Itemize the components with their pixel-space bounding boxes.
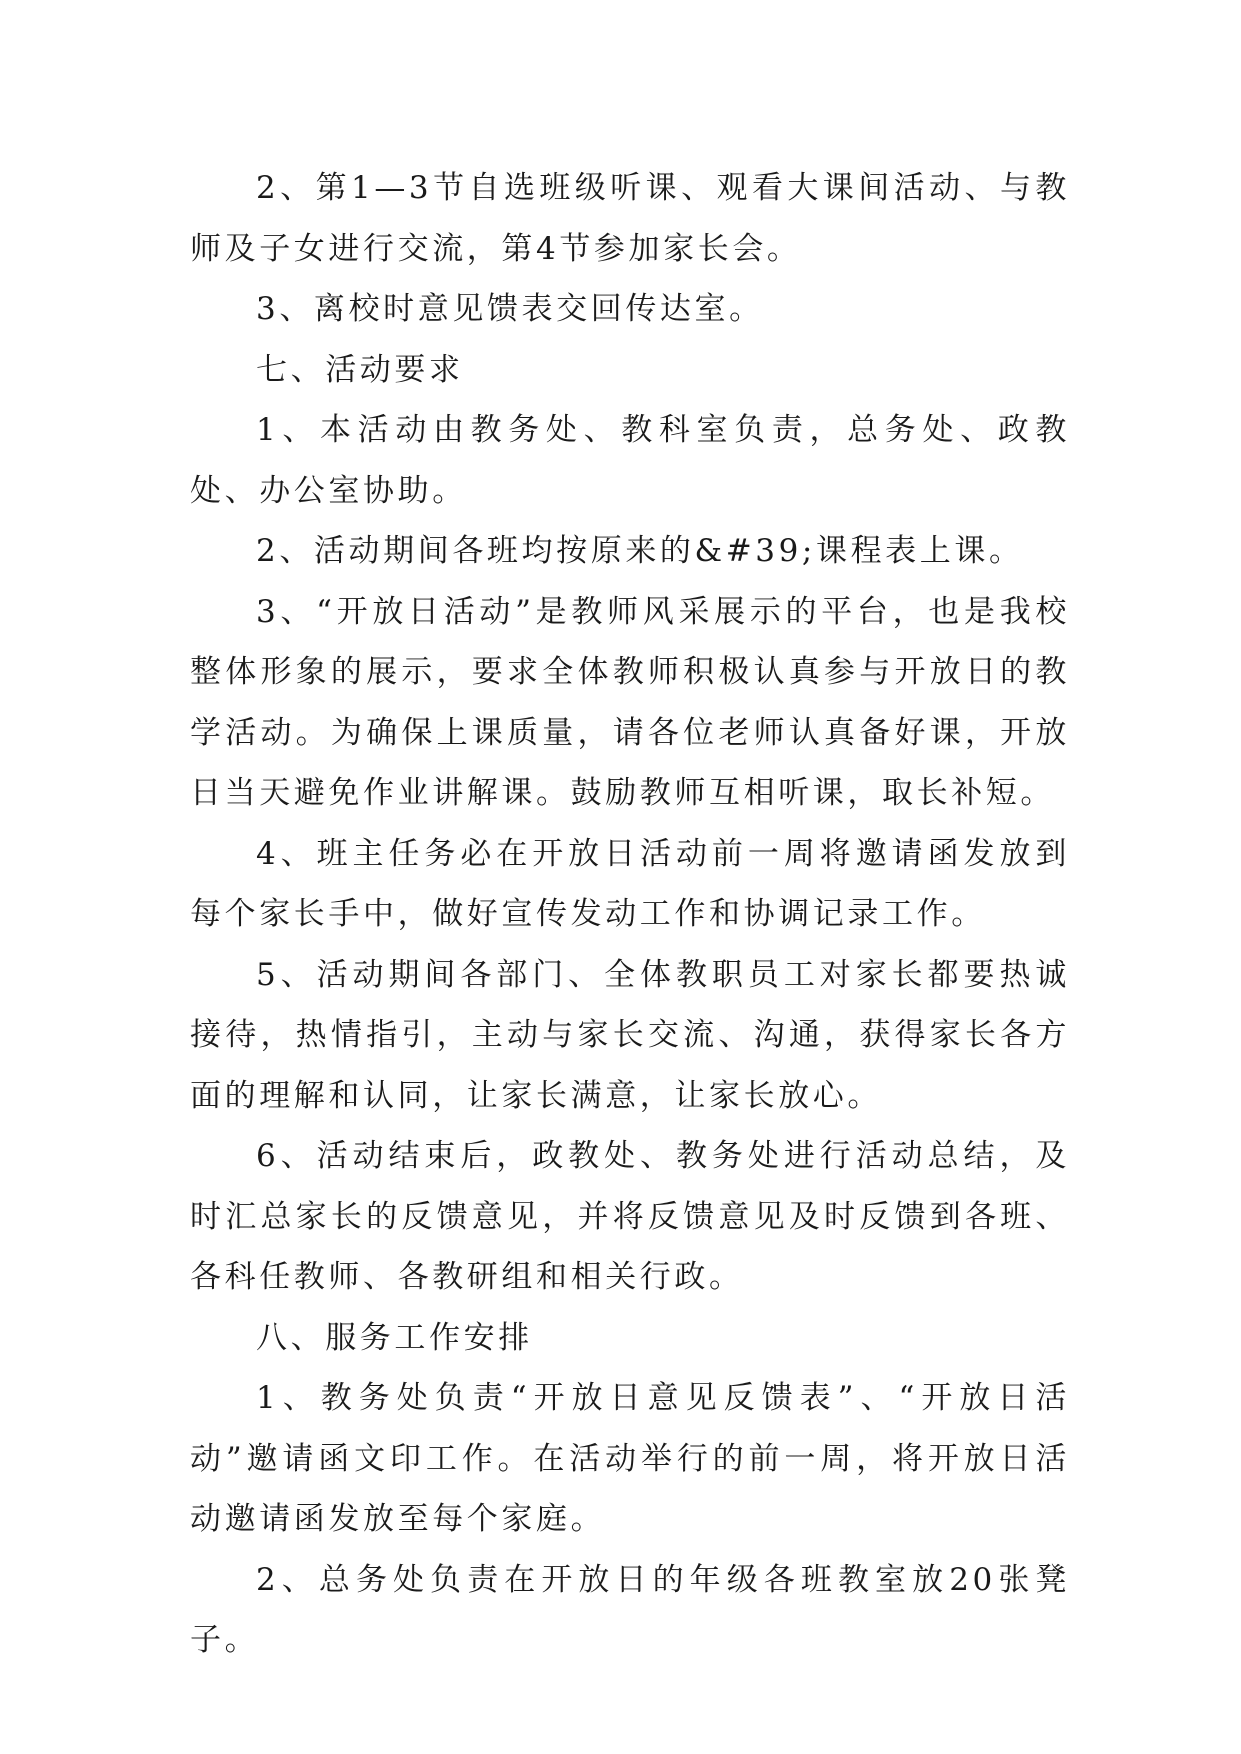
paragraph-schedule-item-2: 2、第1—3节自选班级听课、观看大课间活动、与教师及子女进行交流，第4节参加家长会。 xyxy=(190,170,1070,267)
paragraph-requirement-5: 5、活动期间各部门、全体教职员工对家长都要热诚接待，热情指引，主动与家长交流、沟通，获得家长各方面的理解和认同，让家长满意，让家长放心。 xyxy=(190,956,1070,1114)
paragraph-requirement-4: 4、班主任务必在开放日活动前一周将邀请函发放到每个家长手中，做好宣传发动工作和协调记录工作。 xyxy=(190,835,1070,932)
paragraph-service-2: 2、总务处负责在开放日的年级各班教室放20张凳子。 xyxy=(190,1561,1070,1658)
paragraph-requirement-3: 3、“开放日活动”是教师风采展示的平台，也是我校整体形象的展示，要求全体教师积极认真参与开放日的教学活动。为确保上课质量，请各位老师认真备好课，开放日当天避免作业讲解课。鼓励教师互相听课，取长补短。 xyxy=(190,593,1070,811)
section-heading-service-arrangements: 八、服务工作安排 xyxy=(256,1319,533,1356)
paragraph-requirement-2: 2、活动期间各班均按原来的&#39;课程表上课。 xyxy=(256,533,1024,569)
paragraph-requirement-1: 1、本活动由教务处、教科室负责，总务处、政教处、办公室协助。 xyxy=(190,412,1070,509)
section-heading-activity-requirements: 七、活动要求 xyxy=(256,351,464,388)
document-body xyxy=(190,158,1070,1671)
paragraph-requirement-6: 6、活动结束后，政教处、教务处进行活动总结，及时汇总家长的反馈意见，并将反馈意见及时反馈到各班、各科任教师、各教研组和相关行政。 xyxy=(190,1138,1070,1295)
paragraph-service-1: 1、教务处负责“开放日意见反馈表”、“开放日活动”邀请函文印工作。在活动举行的前一周，将开放日活动邀请函发放至每个家庭。 xyxy=(190,1380,1070,1537)
paragraph-schedule-item-3: 3、离校时意见馈表交回传达室。 xyxy=(256,291,764,327)
